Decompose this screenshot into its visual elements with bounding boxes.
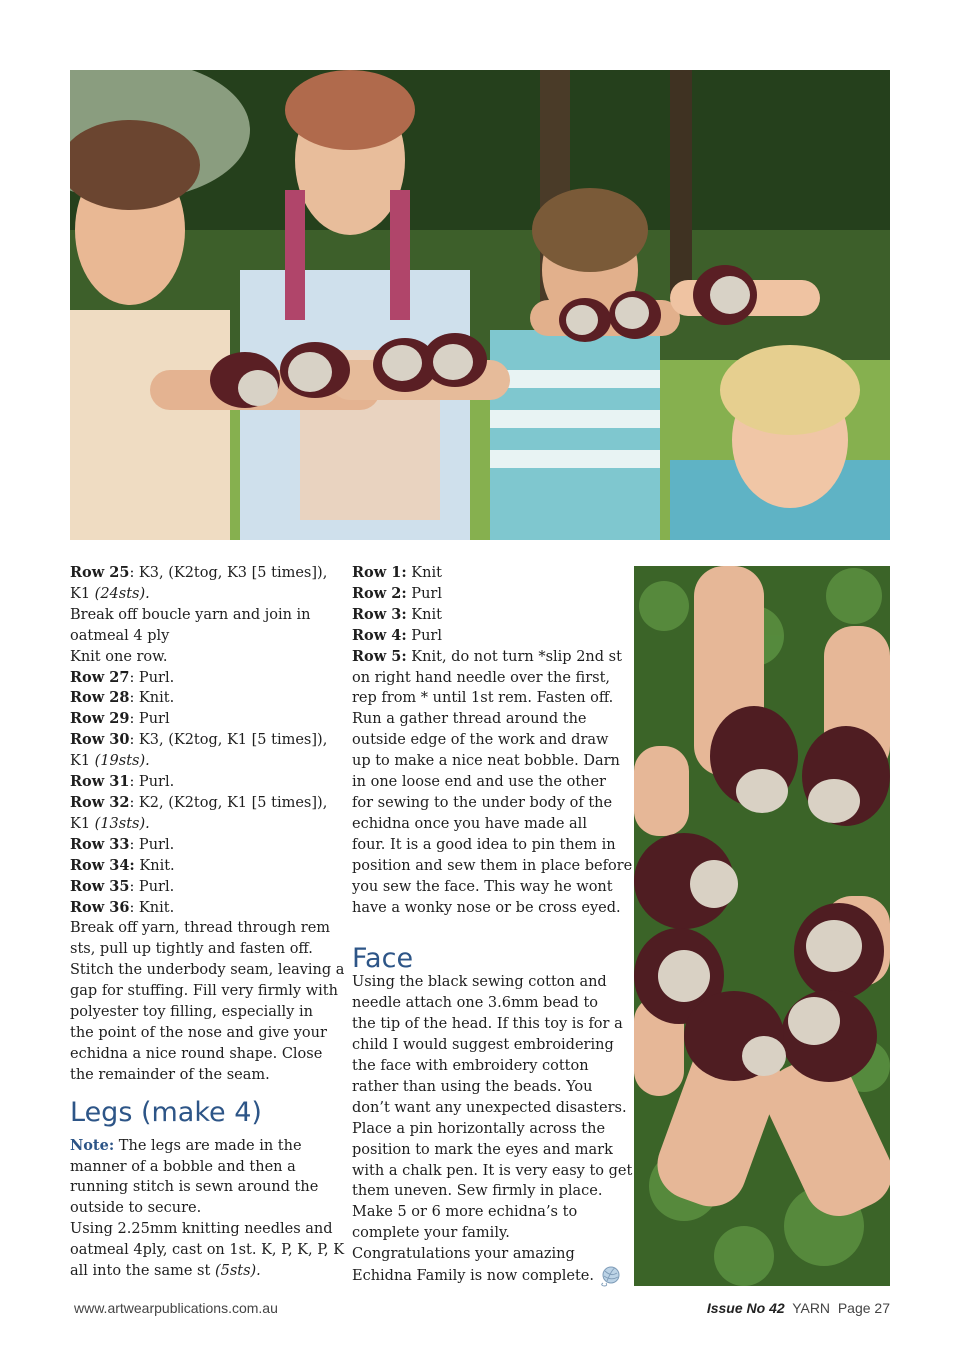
row-text: : K3, (K2tog, K3 [5 times]), [129, 565, 328, 581]
row-text: for sewing to the under body of the [352, 794, 613, 811]
row-text: echidna a nice round shape. Close [70, 1045, 323, 1062]
row-text: oatmeal 4ply, cast on 1st. K, P, K, P, K [70, 1242, 345, 1259]
text-line: Congratulations your amazing [352, 1246, 575, 1263]
row-text: running stitch is sewn around the [70, 1179, 319, 1196]
bobble-rows-list [352, 563, 633, 918]
text-line [352, 563, 614, 584]
photo-grass-illustration [634, 566, 890, 1286]
row-text: : Knit. [129, 899, 175, 916]
photo-echidnas-in-grass [634, 566, 890, 1286]
text-line: with a chalk pen. It is very easy to get [352, 1162, 633, 1179]
row-label: Row 1: [352, 564, 407, 581]
text-line [352, 772, 614, 793]
legs-heading: Legs (make 4) [70, 1096, 262, 1128]
stitch-count: (5sts). [214, 1263, 261, 1280]
row-text: four. It is a good idea to pin them in [352, 836, 616, 853]
text-line [352, 584, 614, 605]
row-text: polyester toy filling, especially in [70, 1004, 313, 1021]
row-text: up to make a nice neat bobble. Darn [352, 753, 620, 770]
text-line [70, 898, 332, 919]
row-label: Row 29 [70, 710, 130, 728]
row-text: Knit. [134, 857, 175, 874]
text-line [352, 751, 620, 772]
row-text: have a wonky nose or be cross eyed. [352, 899, 621, 916]
text-line [352, 835, 614, 856]
row-label: Row 28 [70, 689, 130, 707]
footer-website[interactable]: www.artwearpublications.com.au [74, 1300, 278, 1316]
text-line [70, 1219, 332, 1240]
text-line [352, 688, 614, 709]
row-text: The legs are made in the [114, 1137, 302, 1154]
row-text: : Purl. [129, 669, 175, 686]
magazine-name: YARN [792, 1300, 831, 1316]
row-label: Row 33 [70, 835, 130, 853]
text-line [70, 709, 332, 730]
text-line [70, 856, 332, 877]
text-line: needle attach one 3.6mm bead to [352, 995, 599, 1012]
row-text: the remainder of the seam. [70, 1066, 270, 1083]
text-line [70, 1136, 332, 1157]
text-line [70, 730, 332, 751]
pattern-rows-list [70, 563, 345, 1086]
row-label: Row 35 [70, 877, 130, 895]
row-text: : Purl. [129, 836, 175, 853]
text-line: don’t want any unexpected disasters. [352, 1099, 627, 1116]
yarn-ball-icon [598, 1265, 622, 1287]
row-text: Break off yarn, thread through rem [70, 920, 331, 937]
row-label: Row 4: [352, 626, 407, 644]
text-line [70, 1065, 332, 1086]
stitch-count: (19sts). [94, 753, 150, 770]
row-text: Stitch the underbody seam, leaving a [70, 962, 345, 979]
text-line: rather than using the beads. You [352, 1078, 593, 1095]
row-label: Row 2: [352, 584, 407, 602]
text-line [70, 939, 332, 960]
text-line [70, 835, 332, 856]
stitch-count: (24sts). [94, 585, 150, 602]
text-line [352, 898, 621, 919]
text-line [352, 793, 614, 814]
row-text: : K3, (K2tog, K1 [5 times]), [129, 732, 328, 749]
middle-text-column [352, 563, 633, 1287]
text-line [352, 709, 614, 730]
row-text: you sew the face. This way he wont [352, 878, 613, 895]
row-text: rep from * until 1st rem. Fasten off. [352, 690, 614, 707]
text-line [70, 626, 332, 647]
text-line [70, 584, 332, 605]
row-label: Row 34: [70, 856, 135, 874]
footer-issue-info [707, 1300, 890, 1316]
stitch-count: (13sts). [94, 815, 150, 832]
text-line [70, 647, 332, 668]
row-label: Row 31 [70, 773, 130, 791]
row-label: Row 30 [70, 731, 130, 749]
text-line [70, 877, 332, 898]
row-text: in one loose end and use the other [352, 774, 606, 791]
page-number: Page 27 [837, 1300, 890, 1316]
text-line: Echidna Family is now complete. [352, 1265, 614, 1287]
note-label: Note: [70, 1136, 115, 1154]
issue-number: Issue No 42 [706, 1300, 785, 1316]
row-text: Purl [406, 627, 442, 644]
text-line [70, 605, 332, 626]
face-instructions [352, 972, 633, 1287]
row-text: gap for stuffing. Fill very firmly with [70, 983, 338, 1000]
row-text: oatmeal 4 ply [70, 627, 170, 644]
text-line [70, 668, 332, 689]
text-line: child I would suggest embroidering [352, 1037, 614, 1054]
row-text: Break off boucle yarn and join in [70, 606, 311, 623]
text-line [70, 772, 332, 793]
text-line [70, 563, 332, 584]
text-line [70, 1261, 332, 1282]
photo-children-with-echidnas [70, 70, 890, 540]
row-text: K1 [70, 753, 95, 770]
row-label: Row 25 [70, 564, 130, 581]
text-line [70, 1157, 332, 1178]
text-line [352, 730, 614, 751]
row-text: all into the same st [70, 1263, 215, 1280]
row-text: Knit, do not turn *slip 2nd st [406, 648, 622, 665]
row-text: Knit one row. [70, 648, 168, 665]
text-line [352, 668, 614, 689]
text-line: the tip of the head. If this toy is for a [352, 1016, 623, 1033]
row-text: manner of a bobble and then a [70, 1158, 296, 1175]
text-line [70, 1177, 332, 1198]
text-line [70, 1240, 345, 1261]
text-line [70, 981, 338, 1002]
row-text: on right hand needle over the first, [352, 669, 611, 686]
row-text: : Purl [129, 711, 170, 728]
legs-instructions [70, 1136, 345, 1282]
row-label: Row 36 [70, 898, 130, 916]
text-line: complete your family. [352, 1225, 510, 1242]
text-line [70, 1198, 332, 1219]
text-line [352, 605, 614, 626]
row-text: : Purl. [129, 878, 175, 895]
text-line: position to mark the eyes and mark [352, 1141, 613, 1158]
text-line: Make 5 or 6 more echidna’s to [352, 1204, 578, 1221]
text-line [70, 960, 345, 981]
text-line [352, 856, 633, 877]
text-line [70, 918, 332, 939]
text-line [70, 688, 332, 709]
text-line [70, 793, 332, 814]
row-text: the point of the nose and give your [70, 1024, 327, 1041]
row-label: Row 32 [70, 793, 130, 811]
text-line [352, 626, 614, 647]
row-text: Using 2.25mm knitting needles and [70, 1221, 333, 1238]
left-text-column [70, 563, 345, 1282]
row-text: Knit [406, 565, 442, 581]
row-text: sts, pull up tightly and fasten off. [70, 941, 313, 958]
row-text: K1 [70, 585, 95, 602]
row-text: K1 [70, 815, 95, 832]
text-line: them uneven. Sew firmly in place. [352, 1183, 603, 1200]
row-text: Knit [406, 606, 442, 623]
text-line [70, 1044, 332, 1065]
row-label: Row 3: [352, 605, 407, 623]
row-label: Row 27 [70, 668, 130, 686]
row-text: position and sew them in place before [352, 857, 633, 874]
row-text: Purl [406, 585, 442, 602]
text-line [352, 877, 614, 898]
text-line [70, 814, 332, 835]
row-text: : K2, (K2tog, K1 [5 times]), [129, 794, 328, 811]
row-text: outside to secure. [70, 1200, 202, 1217]
text-line [352, 814, 614, 835]
text-line: Using the black sewing cotton and [352, 974, 607, 991]
row-label: Row 5: [352, 647, 407, 665]
row-text: outside edge of the work and draw [352, 732, 609, 749]
text-line: the face with embroidery cotton [352, 1058, 589, 1075]
text-line: Place a pin horizontally across the [352, 1120, 606, 1137]
row-text: Run a gather thread around the [352, 711, 587, 728]
text-line [70, 1023, 332, 1044]
text-line [70, 751, 332, 772]
photo-children-illustration [70, 70, 890, 540]
row-text: : Purl. [129, 774, 175, 791]
text-line [352, 647, 622, 668]
text-line [70, 1002, 332, 1023]
row-text: : Knit. [129, 690, 175, 707]
face-heading: Face [352, 943, 414, 975]
row-text: echidna once you have made all [352, 815, 587, 832]
